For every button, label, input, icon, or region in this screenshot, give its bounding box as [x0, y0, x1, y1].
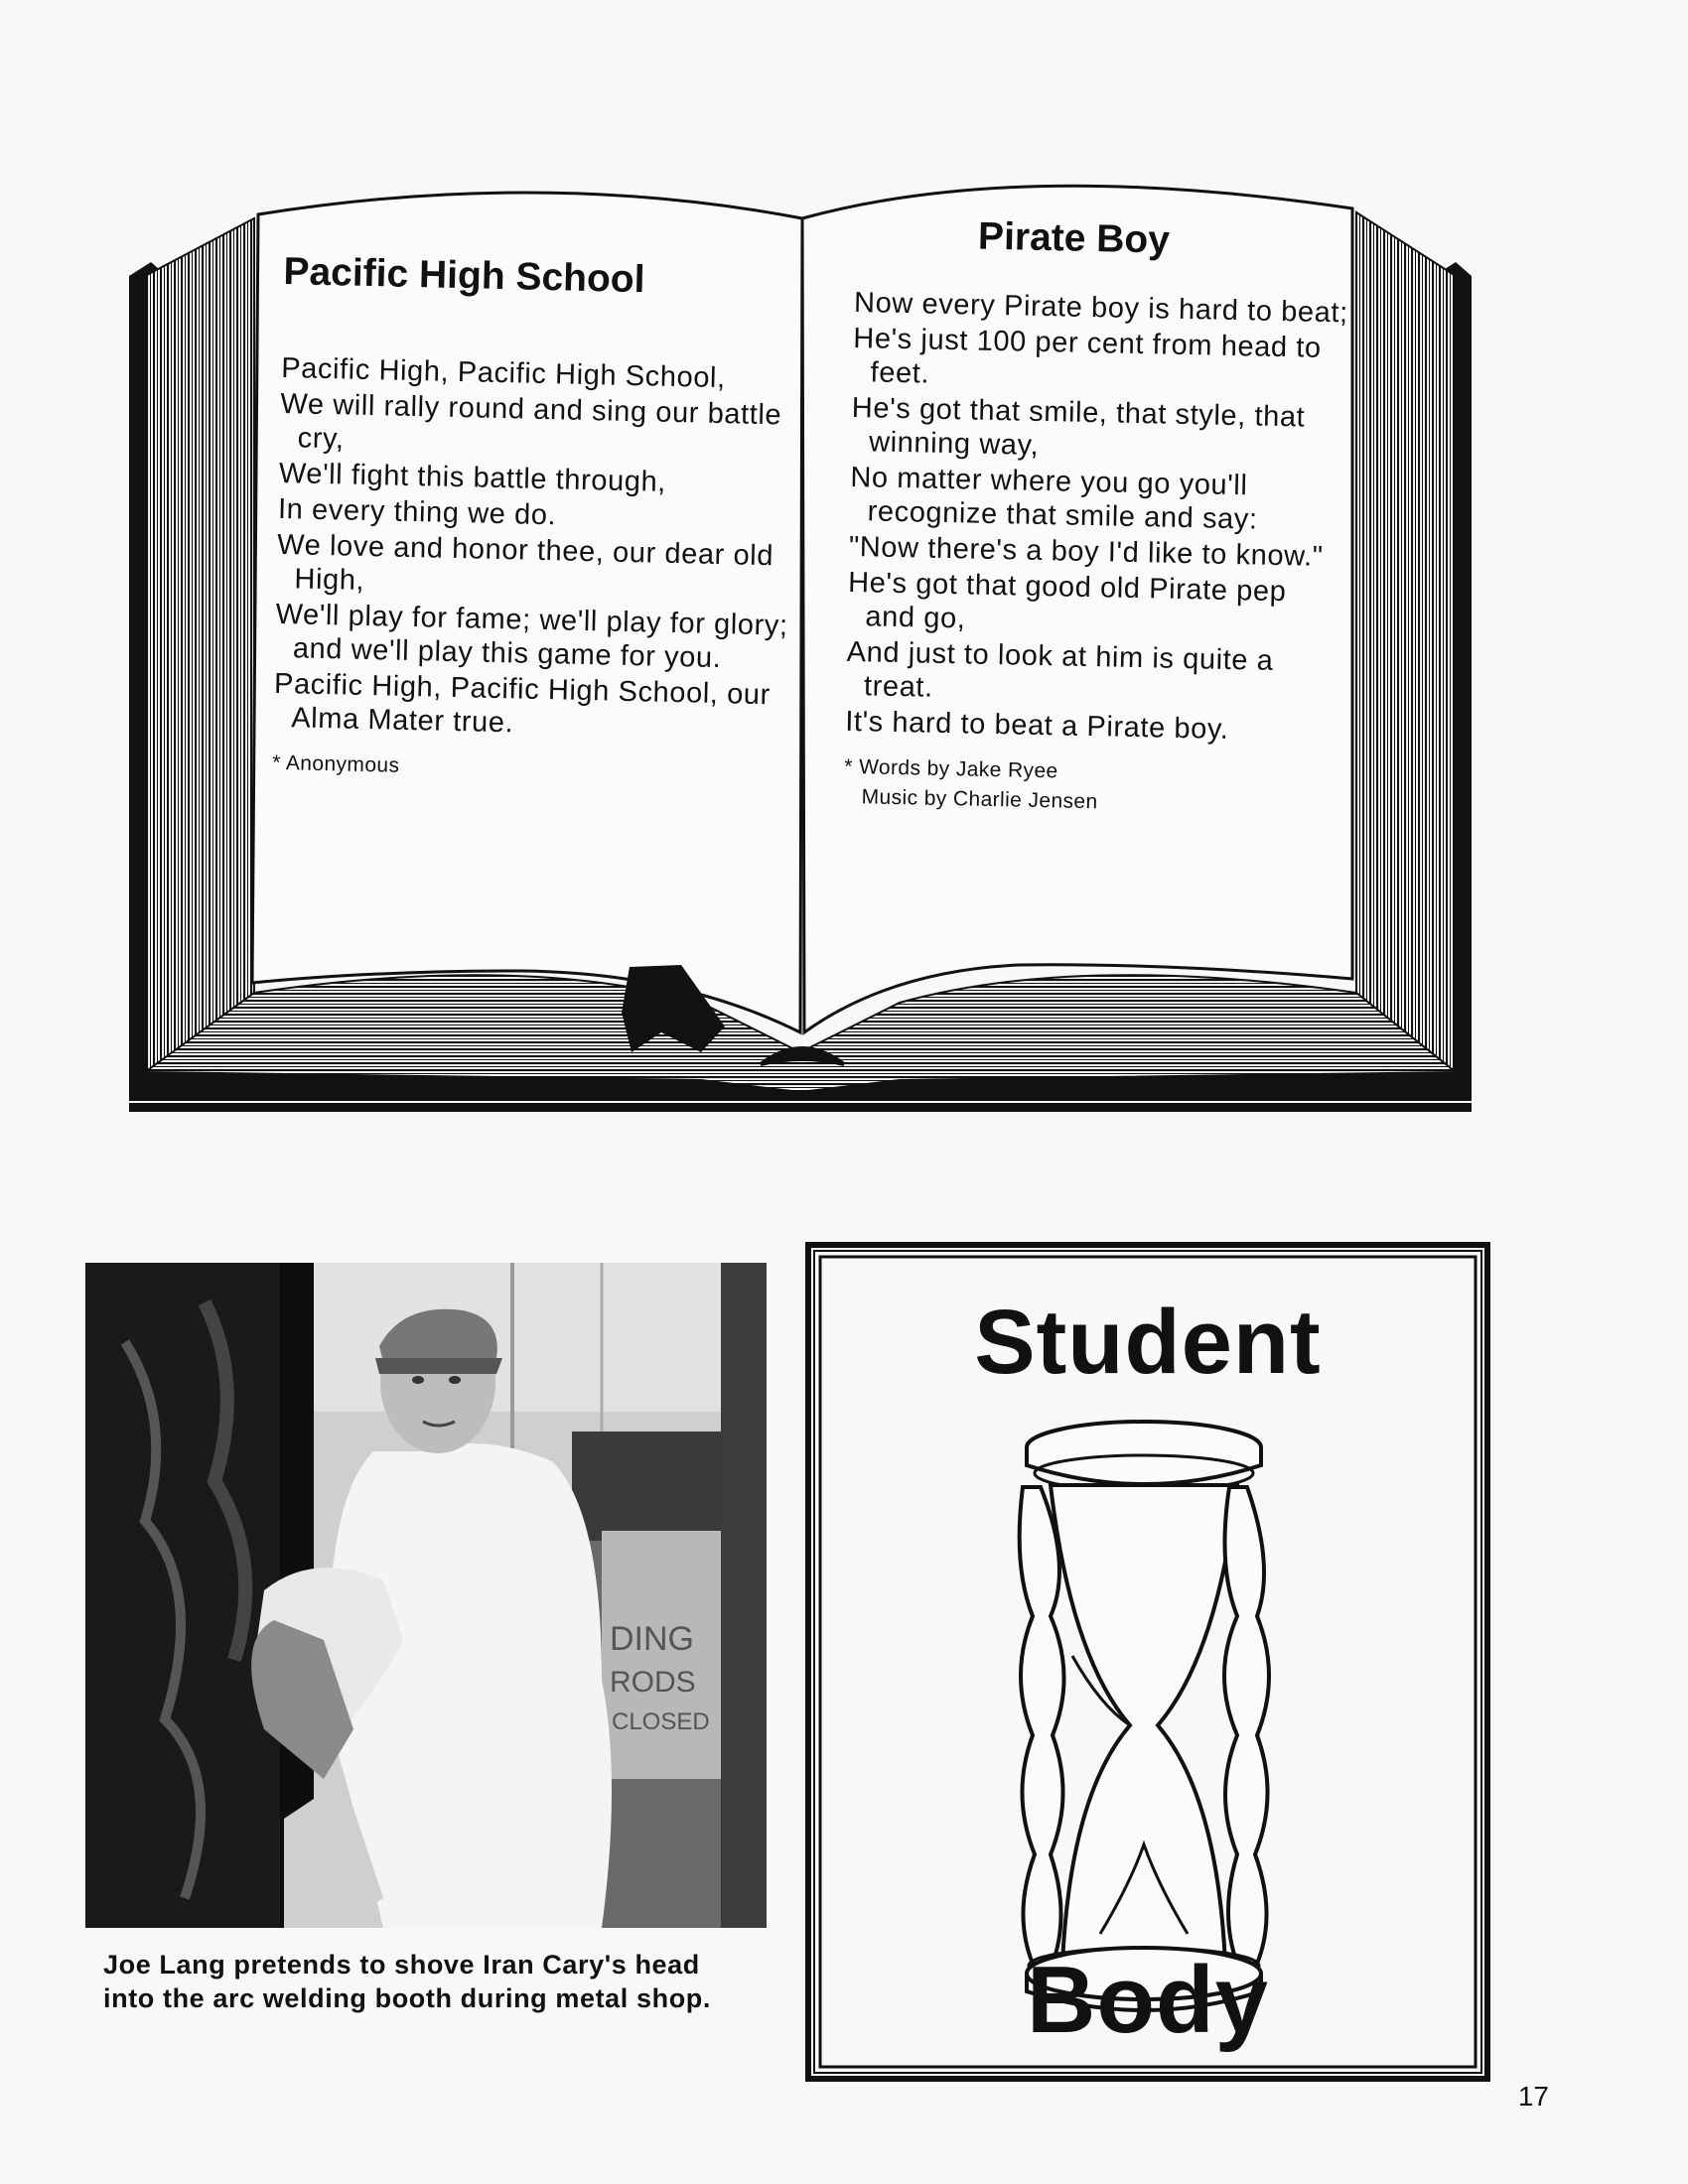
sign-title-student: Student	[974, 1292, 1322, 1393]
lyric-line: Now every Pirate boy is hard to beat;	[853, 286, 1349, 330]
sign-title-body: Body	[1027, 1947, 1269, 2053]
lyric-line: Pacific High, Pacific High School, our Alma Mater true.	[273, 667, 772, 740]
lyric-line: We love and honor thee, our dear old High,	[276, 528, 774, 597]
lyric-line: "Now there's a boy I'd like to know."	[848, 530, 1324, 573]
right-page-text	[843, 212, 1352, 822]
page-number: 17	[1517, 2081, 1549, 2112]
song-credit-music: Music by Charlie Jensen	[861, 785, 1098, 814]
welding-shop-photo	[85, 1263, 767, 1928]
photo-illustration	[85, 1263, 767, 1928]
song-credit-words: * Words by Jake Ryee	[844, 754, 1058, 783]
lyric-line: We will rally round and sing our battle cry,	[280, 387, 782, 456]
lyric-line: He's just 100 per cent from head to feet.	[853, 322, 1323, 390]
song-lyrics-pirate-boy	[845, 286, 1350, 749]
lyric-line: We'll fight this battle through,	[278, 457, 667, 498]
lyric-line: Pacific High, Pacific High School,	[280, 351, 727, 395]
sign-text-rods: RODS	[610, 1666, 696, 1699]
hourglass-icon	[1020, 1422, 1269, 2010]
lyric-line: In every thing we do.	[277, 492, 557, 532]
lyric-line: And just to look at him is quite a treat.	[846, 635, 1274, 704]
sign-text-closed: CLOSED	[612, 1708, 710, 1735]
song-title-pirate-boy: Pirate Boy	[977, 214, 1171, 262]
photo-caption: Joe Lang pretends to shove Iran Cary's head into the arc welding booth during metal shop.	[103, 1950, 711, 2013]
lyric-line: No matter where you go you'll recognize that smile and say:	[850, 461, 1258, 536]
lyric-line: We'll play for fame; we'll play for glory; and we'll play this game for you.	[275, 598, 788, 675]
song-lyrics-pacific-high-school	[273, 351, 798, 747]
lyric-line: It's hard to beat a Pirate boy.	[844, 705, 1229, 746]
lyric-line: He's got that smile, that style, that winning way,	[851, 391, 1306, 462]
song-title-pacific-high-school: Pacific High School	[283, 250, 645, 302]
song-credit: * Anonymous	[272, 751, 400, 777]
lyric-line: He's got that good old Pirate pep and go,	[847, 566, 1287, 635]
left-page-text	[272, 250, 800, 790]
sign-text-ding: DING	[610, 1620, 694, 1658]
